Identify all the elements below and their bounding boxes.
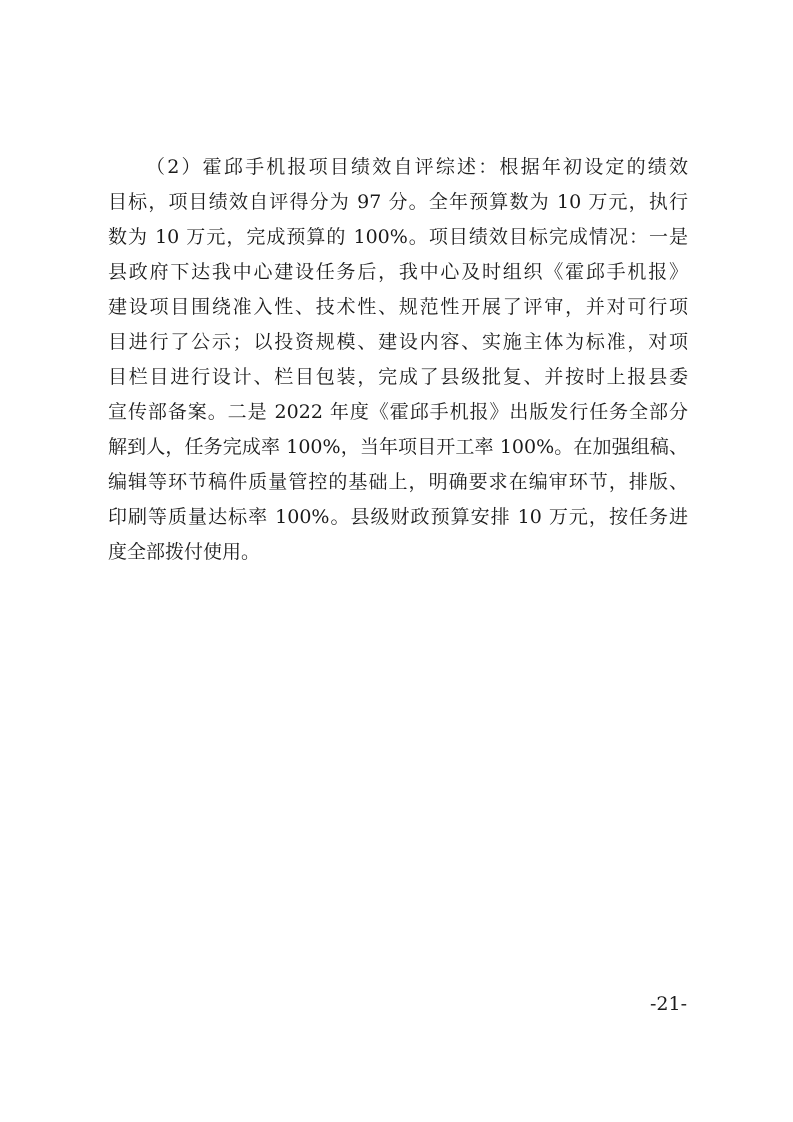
paragraph-line: （2）霍邱手机报项目绩效自评综述：根据年初设定的绩效 — [146, 156, 688, 178]
paragraph-line: 编辑等环节稿件质量管控的基础上，明确要求在编审环节，排版、 — [108, 471, 688, 493]
paragraph-line: 印刷等质量达标率 100%。县级财政预算安排 10 万元，按任务进 — [108, 506, 688, 528]
paragraph-line: 县政府下达我中心建设任务后，我中心及时组织《霍邱手机报》 — [108, 261, 688, 283]
body-paragraph — [108, 150, 688, 570]
paragraph-line: 目栏目进行设计、栏目包装，完成了县级批复、并按时上报县委 — [108, 366, 688, 388]
page-number: -21- — [649, 993, 687, 1015]
paragraph-line: 宣传部备案。二是 2022 年度《霍邱手机报》出版发行任务全部分 — [108, 401, 688, 423]
paragraph-line: 数为 10 万元，完成预算的 100%。项目绩效目标完成情况：一是 — [108, 226, 688, 248]
paragraph-line: 解到人，任务完成率 100%，当年项目开工率 100%。在加强组稿、 — [108, 436, 688, 458]
paragraph-line: 建设项目围绕准入性、技术性、规范性开展了评审，并对可行项 — [108, 296, 688, 318]
paragraph-line: 度全部拨付使用。 — [108, 541, 261, 563]
paragraph-line: 目标，项目绩效自评得分为 97 分。全年预算数为 10 万元，执行 — [108, 191, 688, 213]
paragraph-line: 目进行了公示；以投资规模、建设内容、实施主体为标准，对项 — [108, 331, 688, 353]
